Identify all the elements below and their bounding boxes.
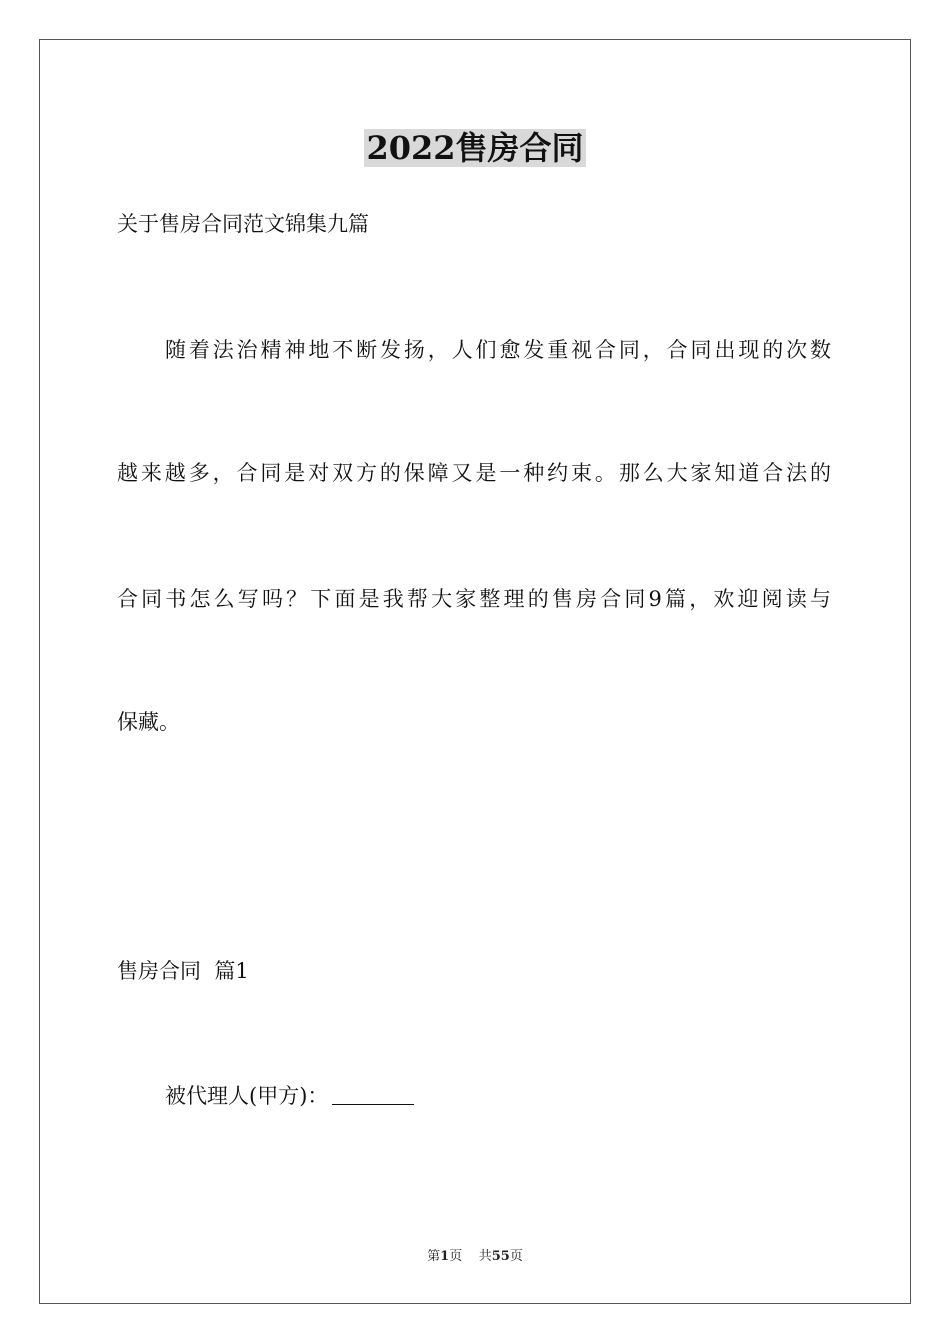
footer-current-page: 1	[440, 1249, 450, 1264]
principal-blank-line	[332, 1084, 414, 1105]
document-title	[0, 126, 950, 170]
intro-line-4: 保藏。	[117, 710, 180, 734]
intro-line-1: 随着法治精神地不断发扬，人们愈发重视合同，合同出现的次数	[165, 338, 831, 362]
footer-page-unit: 页	[449, 1249, 463, 1264]
footer-total-pages: 55	[491, 1249, 510, 1264]
footer-prefix: 第	[427, 1249, 441, 1264]
section-heading: 售房合同 篇1	[117, 959, 249, 983]
principal-field	[165, 1081, 414, 1111]
intro-line-3: 合同书怎么写吗？下面是我帮大家整理的售房合同9篇，欢迎阅读与	[117, 587, 831, 611]
intro-line-2: 越来越多，合同是对双方的保障又是一种约束。那么大家知道合法的	[117, 461, 831, 485]
footer-total-unit: 页	[509, 1249, 523, 1264]
title-text: 2022售房合同	[366, 129, 584, 167]
subtitle: 关于售房合同范文锦集九篇	[117, 212, 369, 236]
principal-label: 被代理人(甲方)：	[165, 1084, 329, 1108]
footer-total-prefix: 共	[478, 1249, 492, 1264]
page-footer	[0, 1247, 950, 1267]
